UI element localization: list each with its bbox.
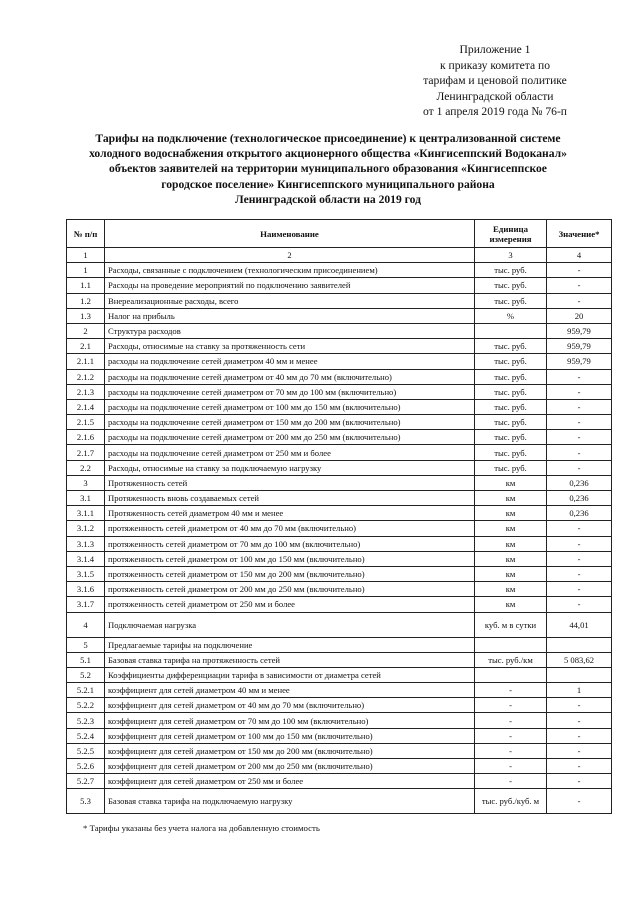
row-value: - [547, 743, 612, 758]
table-row [67, 536, 612, 551]
row-name: расходы на подключение сетей диаметром от 100 мм до 150 мм (включительно) [105, 399, 475, 414]
row-unit: км [475, 566, 547, 581]
row-name: Протяженность вновь создаваемых сетей [105, 491, 475, 506]
column-number: 3 [475, 248, 547, 263]
row-number: 5 [67, 637, 105, 652]
row-number: 2.1 [67, 339, 105, 354]
row-name: коэффициент для сетей диаметром от 150 мм до 200 мм (включительно) [105, 743, 475, 758]
table-row [67, 597, 612, 612]
row-value: - [547, 789, 612, 814]
row-value: - [547, 384, 612, 399]
column-number: 2 [105, 248, 475, 263]
header-value: Значение* [547, 220, 612, 248]
row-unit: % [475, 308, 547, 323]
table-row [67, 293, 612, 308]
row-value: - [547, 521, 612, 536]
header-unit: Единица измерения [475, 220, 547, 248]
row-value: 0,236 [547, 491, 612, 506]
row-value: - [547, 728, 612, 743]
table-row [67, 308, 612, 323]
table-row [67, 698, 612, 713]
row-value: - [547, 698, 612, 713]
appendix-line: Приложение 1 [459, 43, 531, 56]
row-unit [475, 637, 547, 652]
footnote: * Тарифы указаны без учета налога на добавленную стоимость [83, 823, 320, 833]
row-number: 2 [67, 323, 105, 338]
row-name: расходы на подключение сетей диаметром от 150 мм до 200 мм (включительно) [105, 415, 475, 430]
title-line: Тарифы на подключение (технологическое присоединение) к централизованной системе [95, 132, 561, 145]
column-number: 1 [67, 248, 105, 263]
row-number: 1.1 [67, 278, 105, 293]
table-row [67, 384, 612, 399]
row-name: расходы на подключение сетей диаметром от 250 мм и более [105, 445, 475, 460]
row-name: коэффициент для сетей диаметром от 100 мм до 150 мм (включительно) [105, 728, 475, 743]
row-name: Налог на прибыль [105, 308, 475, 323]
row-name: Базовая ставка тарифа на подключаемую нагрузку [105, 789, 475, 814]
row-unit: тыс. руб./км [475, 652, 547, 667]
table-row [67, 789, 612, 814]
row-value: 959,79 [547, 354, 612, 369]
row-number: 5.2.7 [67, 774, 105, 789]
table-row [67, 430, 612, 445]
row-number: 4 [67, 612, 105, 637]
row-value: - [547, 415, 612, 430]
row-number: 5.3 [67, 789, 105, 814]
row-unit: тыс. руб. [475, 430, 547, 445]
row-number: 2.1.3 [67, 384, 105, 399]
table-row [67, 491, 612, 506]
row-unit: тыс. руб. [475, 460, 547, 475]
row-unit: - [475, 759, 547, 774]
row-name: протяженность сетей диаметром от 70 мм до 100 мм (включительно) [105, 536, 475, 551]
row-value: - [547, 263, 612, 278]
appendix-line: тарифам и ценовой политике [423, 74, 567, 87]
row-unit: тыс. руб. [475, 415, 547, 430]
row-unit: км [475, 491, 547, 506]
row-unit: - [475, 713, 547, 728]
table-row [67, 506, 612, 521]
row-name: протяженность сетей диаметром от 40 мм до 70 мм (включительно) [105, 521, 475, 536]
tariff-table [66, 219, 612, 814]
row-number: 5.2.6 [67, 759, 105, 774]
row-number: 2.1.6 [67, 430, 105, 445]
table-header-row [67, 220, 612, 248]
row-name: коэффициент для сетей диаметром от 200 мм до 250 мм (включительно) [105, 759, 475, 774]
row-number: 3.1 [67, 491, 105, 506]
table-row [67, 667, 612, 682]
row-number: 3.1.1 [67, 506, 105, 521]
title-line: объектов заявителей на территории муниципального образования «Кингисеппское [109, 162, 547, 176]
row-name: расходы на подключение сетей диаметром от 70 мм до 100 мм (включительно) [105, 384, 475, 399]
row-name: Структура расходов [105, 323, 475, 338]
table-row [67, 637, 612, 652]
row-unit: тыс. руб. [475, 293, 547, 308]
row-name: протяженность сетей диаметром от 200 мм до 250 мм (включительно) [105, 582, 475, 597]
row-name: Расходы, связанные с подключением (технологическим присоединением) [105, 263, 475, 278]
table-row [67, 728, 612, 743]
table-row [67, 460, 612, 475]
appendix-header [380, 42, 610, 120]
row-number: 2.1.1 [67, 354, 105, 369]
table-row [67, 399, 612, 414]
row-unit [475, 323, 547, 338]
row-value: - [547, 582, 612, 597]
row-unit: км [475, 597, 547, 612]
row-value: - [547, 399, 612, 414]
row-name: протяженность сетей диаметром от 100 мм до 150 мм (включительно) [105, 551, 475, 566]
row-name: Расходы, относимые на ставку за подключаемую нагрузку [105, 460, 475, 475]
row-unit: тыс. руб. [475, 384, 547, 399]
table-row [67, 521, 612, 536]
row-name: расходы на подключение сетей диаметром от 40 мм до 70 мм (включительно) [105, 369, 475, 384]
row-number: 3.1.2 [67, 521, 105, 536]
row-number: 3.1.4 [67, 551, 105, 566]
row-value: - [547, 293, 612, 308]
table-row [67, 652, 612, 667]
column-numbering-row [67, 248, 612, 263]
row-number: 1.3 [67, 308, 105, 323]
row-value: - [547, 566, 612, 581]
row-number: 3.1.6 [67, 582, 105, 597]
row-number: 5.2.3 [67, 713, 105, 728]
title-line: Ленинградской области на 2019 год [235, 192, 421, 206]
row-unit: км [475, 551, 547, 566]
row-unit: куб. м в сутки [475, 612, 547, 637]
table-row [67, 263, 612, 278]
appendix-line: к приказу комитета по [440, 58, 550, 72]
row-value: 959,79 [547, 339, 612, 354]
row-unit: км [475, 536, 547, 551]
row-unit: км [475, 506, 547, 521]
row-unit: тыс. руб. [475, 445, 547, 460]
row-unit: тыс. руб. [475, 399, 547, 414]
row-value: - [547, 551, 612, 566]
row-name: Подключаемая нагрузка [105, 612, 475, 637]
header-name: Наименование [105, 220, 475, 248]
row-value: - [547, 278, 612, 293]
row-unit: - [475, 728, 547, 743]
row-unit: тыс. руб. [475, 278, 547, 293]
row-unit: тыс. руб. [475, 339, 547, 354]
row-value: 5 083,62 [547, 652, 612, 667]
row-number: 2.1.4 [67, 399, 105, 414]
row-unit: - [475, 743, 547, 758]
table-row [67, 713, 612, 728]
table-row [67, 566, 612, 581]
row-value: - [547, 713, 612, 728]
row-unit: тыс. руб. [475, 354, 547, 369]
table-row [67, 551, 612, 566]
row-name: коэффициент для сетей диаметром 40 мм и менее [105, 683, 475, 698]
row-number: 3.1.3 [67, 536, 105, 551]
row-value: - [547, 430, 612, 445]
table-row [67, 759, 612, 774]
row-number: 5.2 [67, 667, 105, 682]
row-unit: - [475, 683, 547, 698]
row-number: 2.1.5 [67, 415, 105, 430]
column-number: 4 [547, 248, 612, 263]
row-number: 5.2.4 [67, 728, 105, 743]
row-name: расходы на подключение сетей диаметром от 200 мм до 250 мм (включительно) [105, 430, 475, 445]
table-row [67, 369, 612, 384]
row-value: - [547, 369, 612, 384]
row-number: 5.2.2 [67, 698, 105, 713]
row-unit: тыс. руб. [475, 369, 547, 384]
row-unit: - [475, 698, 547, 713]
row-name: протяженность сетей диаметром от 250 мм и более [105, 597, 475, 612]
table-row [67, 774, 612, 789]
appendix-line: Ленинградской области [436, 89, 554, 103]
header-number: № п/п [67, 220, 105, 248]
row-value: - [547, 774, 612, 789]
row-value: 959,79 [547, 323, 612, 338]
row-name: Базовая ставка тарифа на протяженность сетей [105, 652, 475, 667]
row-value: - [547, 536, 612, 551]
row-number: 3.1.5 [67, 566, 105, 581]
row-name: расходы на подключение сетей диаметром 40 мм и менее [105, 354, 475, 369]
row-unit: км [475, 521, 547, 536]
row-number: 1.2 [67, 293, 105, 308]
row-unit: - [475, 774, 547, 789]
row-number: 2.1.7 [67, 445, 105, 460]
row-number: 2.2 [67, 460, 105, 475]
row-value: 0,236 [547, 506, 612, 521]
table-row [67, 415, 612, 430]
row-number: 2.1.2 [67, 369, 105, 384]
row-name: Протяженность сетей [105, 475, 475, 490]
row-unit: тыс. руб. [475, 263, 547, 278]
row-unit [475, 667, 547, 682]
row-name: коэффициент для сетей диаметром от 70 мм до 100 мм (включительно) [105, 713, 475, 728]
row-number: 1 [67, 263, 105, 278]
table-row [67, 582, 612, 597]
table-row [67, 445, 612, 460]
row-number: 3.1.7 [67, 597, 105, 612]
row-unit: км [475, 475, 547, 490]
appendix-line: от 1 апреля 2019 года № 76-п [422, 105, 568, 118]
row-number: 5.2.1 [67, 683, 105, 698]
row-value: 20 [547, 308, 612, 323]
row-name: коэффициент для сетей диаметром от 40 мм до 70 мм (включительно) [105, 698, 475, 713]
row-name: коэффициент для сетей диаметром от 250 мм и более [105, 774, 475, 789]
row-value [547, 637, 612, 652]
table-row [67, 475, 612, 490]
row-value: - [547, 445, 612, 460]
table-row [67, 323, 612, 338]
row-value: - [547, 460, 612, 475]
table-row [67, 278, 612, 293]
title-line: городское поселение» Кингисеппского муниципального района [161, 177, 495, 191]
row-unit: км [475, 582, 547, 597]
row-name: Предлагаемые тарифы на подключение [105, 637, 475, 652]
document-title [58, 131, 598, 207]
table-row [67, 354, 612, 369]
row-name: Расходы на проведение мероприятий по подключению заявителей [105, 278, 475, 293]
row-name: протяженность сетей диаметром от 150 мм до 200 мм (включительно) [105, 566, 475, 581]
row-unit: тыс. руб./куб. м [475, 789, 547, 814]
row-value: - [547, 597, 612, 612]
row-name: Расходы, относимые на ставку за протяженность сети [105, 339, 475, 354]
title-line: холодного водоснабжения открытого акционерного общества «Кингисеппский Водоканал» [89, 147, 567, 161]
row-value: 1 [547, 683, 612, 698]
table-row [67, 612, 612, 637]
row-number: 5.1 [67, 652, 105, 667]
table-row [67, 339, 612, 354]
row-value: 0,236 [547, 475, 612, 490]
row-value: 44,01 [547, 612, 612, 637]
row-name: Протяженность сетей диаметром 40 мм и менее [105, 506, 475, 521]
row-value [547, 667, 612, 682]
row-name: Внереализационные расходы, всего [105, 293, 475, 308]
table-row [67, 743, 612, 758]
row-number: 3 [67, 475, 105, 490]
row-name: Коэффициенты дифференциации тарифа в зависимости от диаметра сетей [105, 667, 475, 682]
row-number: 5.2.5 [67, 743, 105, 758]
row-value: - [547, 759, 612, 774]
table-row [67, 683, 612, 698]
